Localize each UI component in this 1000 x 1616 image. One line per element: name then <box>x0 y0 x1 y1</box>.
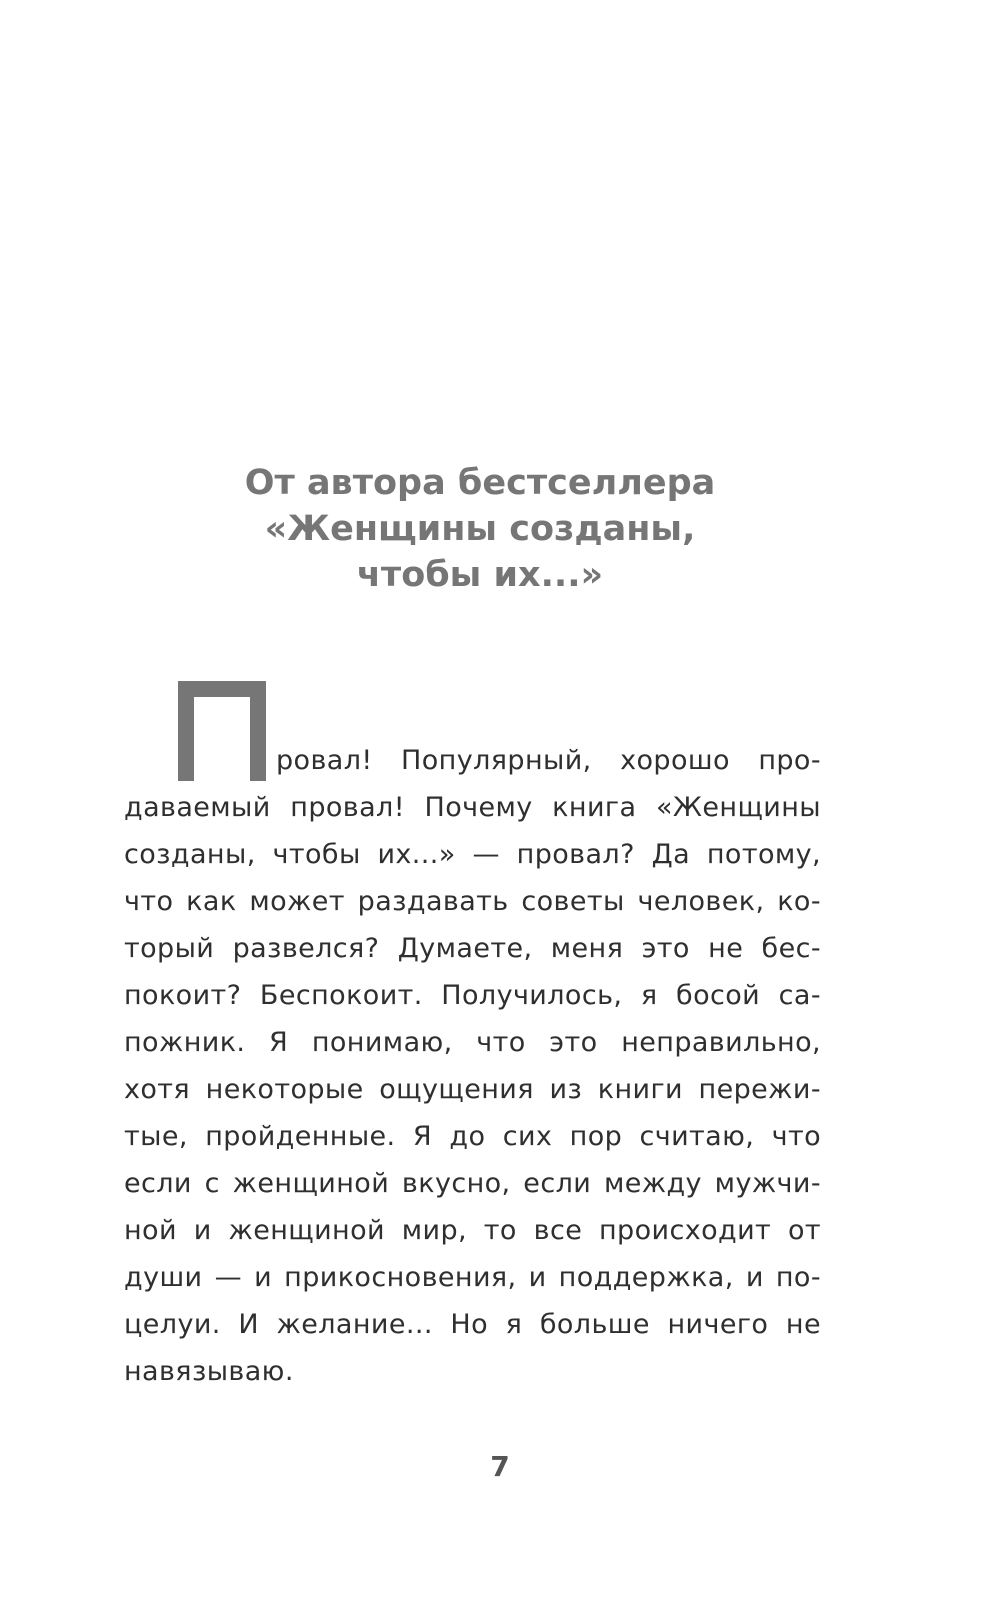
text-line: навязываю. <box>124 1356 294 1387</box>
text-line: если с женщиной вкусно, если между мужчи- <box>124 1168 821 1199</box>
text-line: целуи. И желание... Но я больше ничего не <box>124 1309 821 1340</box>
page-number: 7 <box>490 1450 510 1483</box>
text-line: пожник. Я понимаю, что это неправильно, <box>124 1027 821 1058</box>
text-line: ровал! Популярный, хорошо про- <box>276 745 821 776</box>
text-line: даваемый провал! Почему книга «Женщины <box>124 792 821 823</box>
text-line: торый развелся? Думаете, меня это не бес- <box>124 933 821 964</box>
chapter-heading <box>180 460 780 598</box>
body-paragraph <box>124 737 821 1395</box>
text-line: тые, пройденные. Я до сих пор считаю, что <box>124 1121 821 1152</box>
text-line: души — и прикосновения, и поддержка, и по- <box>124 1262 821 1293</box>
heading-line-1: От автора бестселлера <box>244 463 716 503</box>
text-line: хотя некоторые ощущения из книги пережи- <box>124 1074 821 1105</box>
text-line: что как может раздавать советы человек, ко- <box>124 886 821 917</box>
text-line: созданы, чтобы их...» — провал? Да потому, <box>124 839 821 870</box>
heading-line-3: чтобы их...» <box>356 555 604 595</box>
heading-line-2: «Женщины созданы, <box>264 509 696 549</box>
text-line: покоит? Беспокоит. Получилось, я босой са- <box>124 980 821 1011</box>
text-line: ной и женщиной мир, то все происходит от <box>124 1215 821 1246</box>
